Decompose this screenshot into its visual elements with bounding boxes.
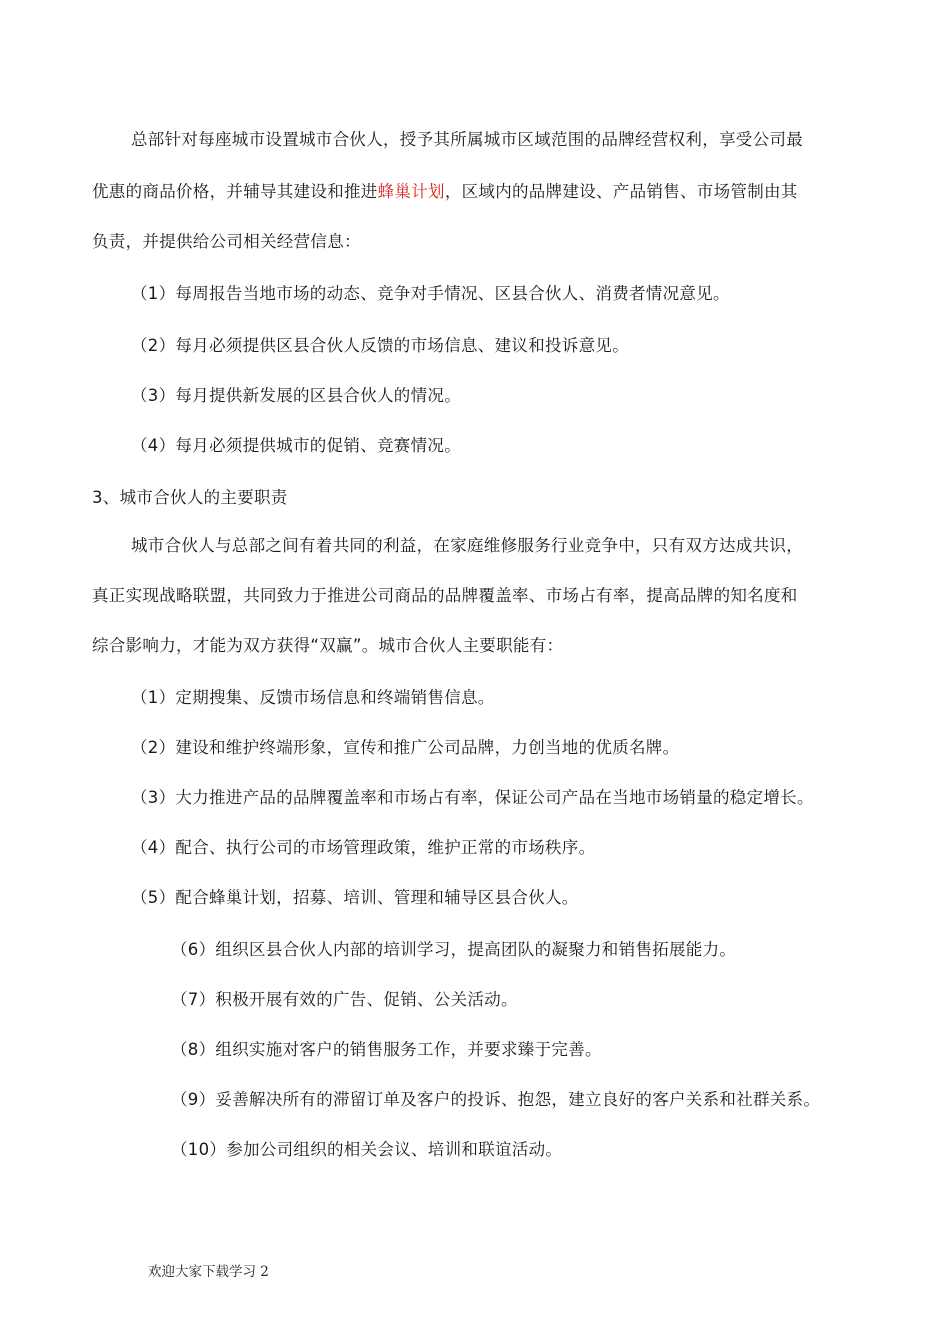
intro-item-2: （2）每月必须提供区县合伙人反馈的市场信息、建议和投诉意见。 (131, 336, 629, 355)
intro-item-4: （4）每月必须提供城市的促销、竞赛情况。 (131, 436, 461, 455)
section-heading: 3、城市合伙人的主要职责 (92, 488, 288, 507)
section-para-line-2: 真正实现战略联盟，共同致力于推进公司商品的品牌覆盖率、市场占有率，提高品牌的知名度和 (92, 586, 798, 605)
intro-line-2-start: 优惠的商品价格，并辅导其建设和推进 (92, 182, 378, 201)
intro-line-2 (92, 180, 798, 204)
intro-line-3: 负责，并提供给公司相关经营信息： (92, 232, 361, 251)
duty-item-2: （2）建设和维护终端形象，宣传和推广公司品牌，力创当地的优质名牌。 (131, 738, 680, 757)
duty-item-7: （7）积极开展有效的广告、促销、公关活动。 (171, 990, 518, 1009)
section-para-line-1: 城市合伙人与总部之间有着共同的利益，在家庭维修服务行业竞争中，只有双方达成共识， (131, 536, 803, 555)
duty-item-4: （4）配合、执行公司的市场管理政策，维护正常的市场秩序。 (131, 838, 596, 857)
intro-item-1: （1）每周报告当地市场的动态、竞争对手情况、区县合伙人、消费者情况意见。 (131, 284, 730, 303)
highlight-honeycomb-plan: 蜂巢计划 (377, 182, 445, 201)
duty-item-3: （3）大力推进产品的品牌覆盖率和市场占有率，保证公司产品在当地市场销量的稳定增长。 (131, 788, 814, 807)
duty-item-6: （6）组织区县合伙人内部的培训学习，提高团队的凝聚力和销售拓展能力。 (171, 940, 737, 959)
duty-item-8: （8）组织实施对客户的销售服务工作，并要求臻于完善。 (171, 1040, 602, 1059)
page-footer: 欢迎大家下载学习 2 (148, 1264, 269, 1280)
intro-line-2-end: ，区域内的品牌建设、产品销售、市场管制由其 (444, 182, 798, 201)
duty-item-1: （1）定期搜集、反馈市场信息和终端销售信息。 (131, 688, 495, 707)
intro-item-3: （3）每月提供新发展的区县合伙人的情况。 (131, 386, 461, 405)
intro-line-1: 总部针对每座城市设置城市合伙人，授予其所属城市区域范围的品牌经营权利，享受公司最 (131, 130, 803, 149)
section-para-line-3: 综合影响力，才能为双方获得“双赢”。城市合伙人主要职能有： (92, 636, 564, 655)
duty-item-5: （5）配合蜂巢计划，招募、培训、管理和辅导区县合伙人。 (131, 888, 579, 907)
duty-item-9: （9）妥善解决所有的滞留订单及客户的投诉、抱怨，建立良好的客户关系和社群关系。 (171, 1090, 821, 1109)
duty-item-10: （10）参加公司组织的相关会议、培训和联谊活动。 (171, 1140, 563, 1159)
